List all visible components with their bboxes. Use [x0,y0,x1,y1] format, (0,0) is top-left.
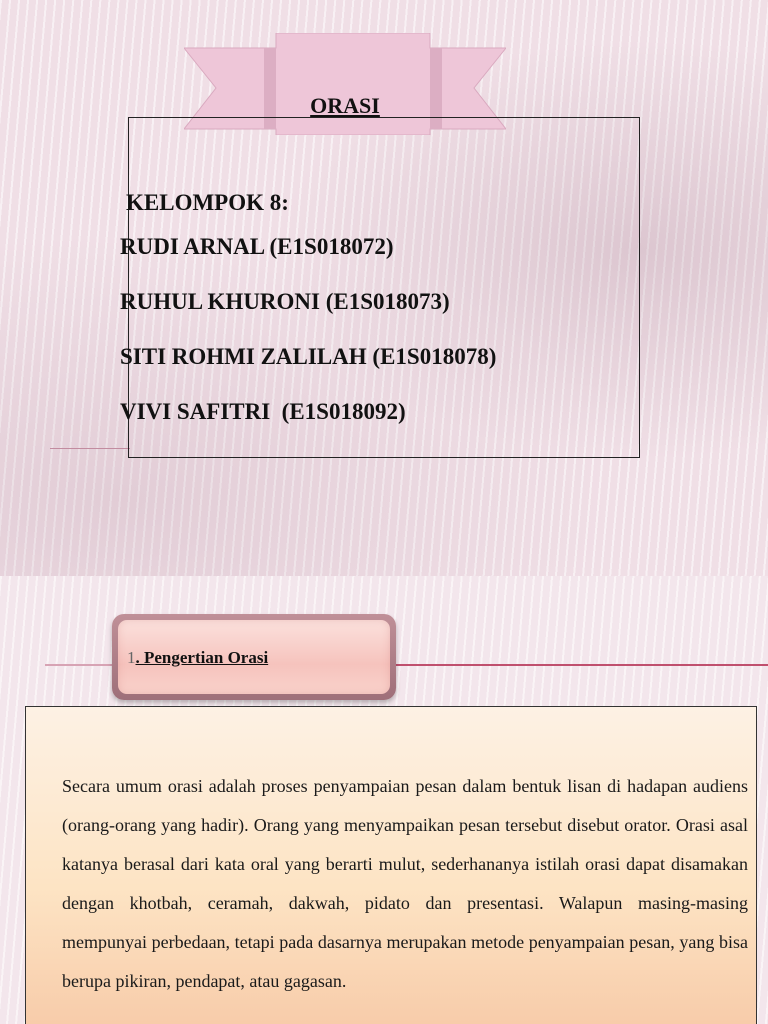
accent-line-left [45,664,115,666]
section-heading [127,648,268,668]
section-number: 1 [127,648,136,667]
member-name: RUHUL KHURONI (E1S018073) [120,289,450,314]
slide-title-text: ORASI [310,93,380,118]
member-name: VIVI SAFITRI (E1S018092) [120,399,406,424]
member-name: RUDI ARNAL (E1S018072) [120,234,394,259]
members-list [120,190,496,454]
member-name: SITI ROHMI ZALILAH (E1S018078) [120,344,497,369]
decorative-line [50,448,130,449]
definition-box [25,706,757,1024]
group-label: KELOMPOK 8: [126,190,289,215]
slide-definition [0,576,768,1024]
section-title: . Pengertian Orasi [135,648,269,667]
definition-text: Secara umum orasi adalah proses penyampaian pesan dalam bentuk lisan di hadapan audiens (orang-orang yang hadir). Orang yang menyampaikan pesan tersebut disebut orator. Orasi asal katanya berasal dari kata oral yang berarti mulut, sederhananya istilah orasi dapat disamakan dengan khotbah, ceramah, dakwah, pidato dan presentasi. Walapun masing-masing mempunyai perbedaan, tetapi pada dasarnya merupakan metode penyampaian pesan, yang bisa berupa pikiran, pendapat, atau gagasan. [62,776,748,991]
accent-line-right [396,664,768,666]
section-heading-tab [112,614,396,700]
